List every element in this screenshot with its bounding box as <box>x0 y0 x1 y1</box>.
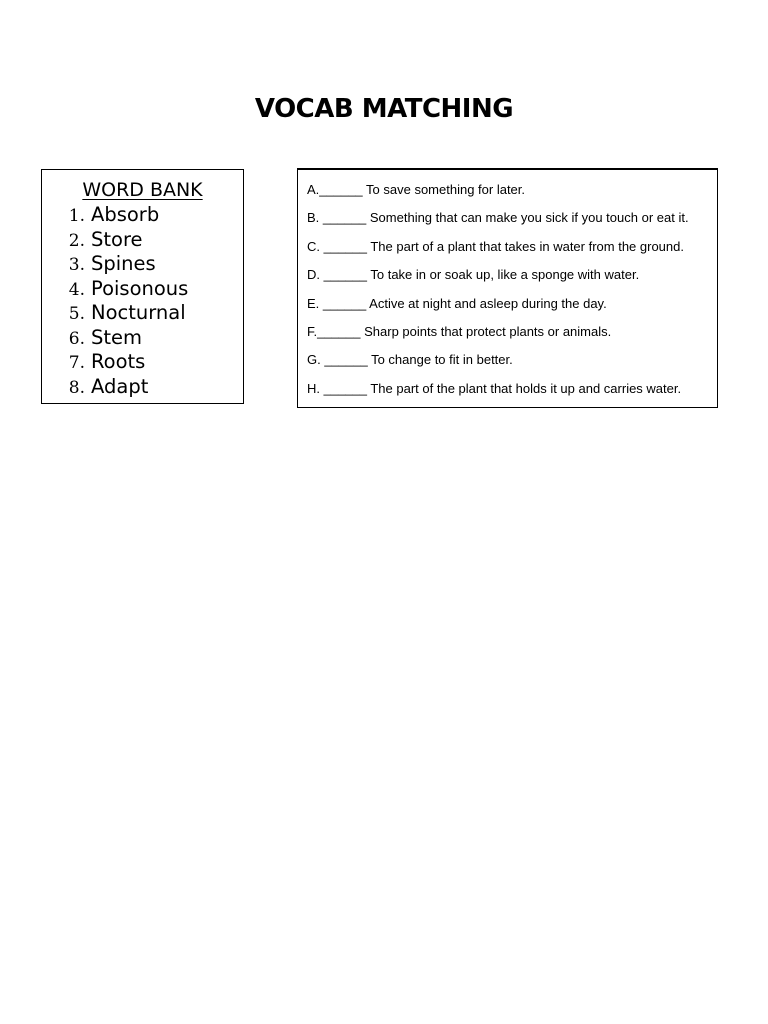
vocab-word: Adapt <box>91 374 149 398</box>
vocab-word: Nocturnal <box>91 301 186 324</box>
definition-g: G. ______ To change to fit in better. <box>307 352 513 368</box>
item-number: 5. <box>68 304 85 324</box>
item-number: 8. <box>68 377 85 398</box>
vocab-word: Absorb <box>91 203 160 226</box>
vocab-word: Spines <box>91 252 156 275</box>
definition-e: E. ______ Active at night and asleep during the day. <box>307 295 607 311</box>
vocab-word: Poisonous <box>91 276 189 300</box>
vocab-word: Stem <box>91 325 143 349</box>
definitions-box <box>297 168 718 408</box>
item-number: 3. <box>68 255 85 275</box>
vocab-word: Store <box>91 227 143 251</box>
list-item <box>42 277 188 302</box>
item-number: 1. <box>68 206 85 226</box>
item-number: 6. <box>68 328 85 349</box>
word-bank-box <box>41 169 244 404</box>
item-number: 4. <box>68 279 85 300</box>
word-bank-list <box>42 203 188 399</box>
definition-h: H. ______ The part of the plant that holds it up and carries water. <box>307 380 682 396</box>
definitions-list <box>307 181 689 408</box>
page-title: VOCAB MATCHING <box>254 94 514 124</box>
list-item <box>42 252 188 277</box>
list-item <box>42 326 188 351</box>
definition-d: D. ______ To take in or soak up, like a sponge with water. <box>307 267 640 283</box>
list-item <box>42 203 188 228</box>
list-item <box>42 375 188 400</box>
definition-b: B. ______ Something that can make you sick if you touch or eat it. <box>307 210 689 226</box>
word-bank-title: WORD BANK <box>82 179 203 201</box>
item-number: 2. <box>68 230 85 251</box>
definition-f: F.______ Sharp points that protect plants or animals. <box>307 323 612 339</box>
list-item <box>42 228 188 253</box>
item-number: 7. <box>68 353 85 373</box>
definition-a: A.______ To save something for later. <box>307 182 526 197</box>
list-item <box>42 301 188 326</box>
list-item <box>42 350 188 375</box>
definition-c: C. ______ The part of a plant that takes in water from the ground. <box>307 238 684 254</box>
vocab-word: Roots <box>91 350 146 373</box>
